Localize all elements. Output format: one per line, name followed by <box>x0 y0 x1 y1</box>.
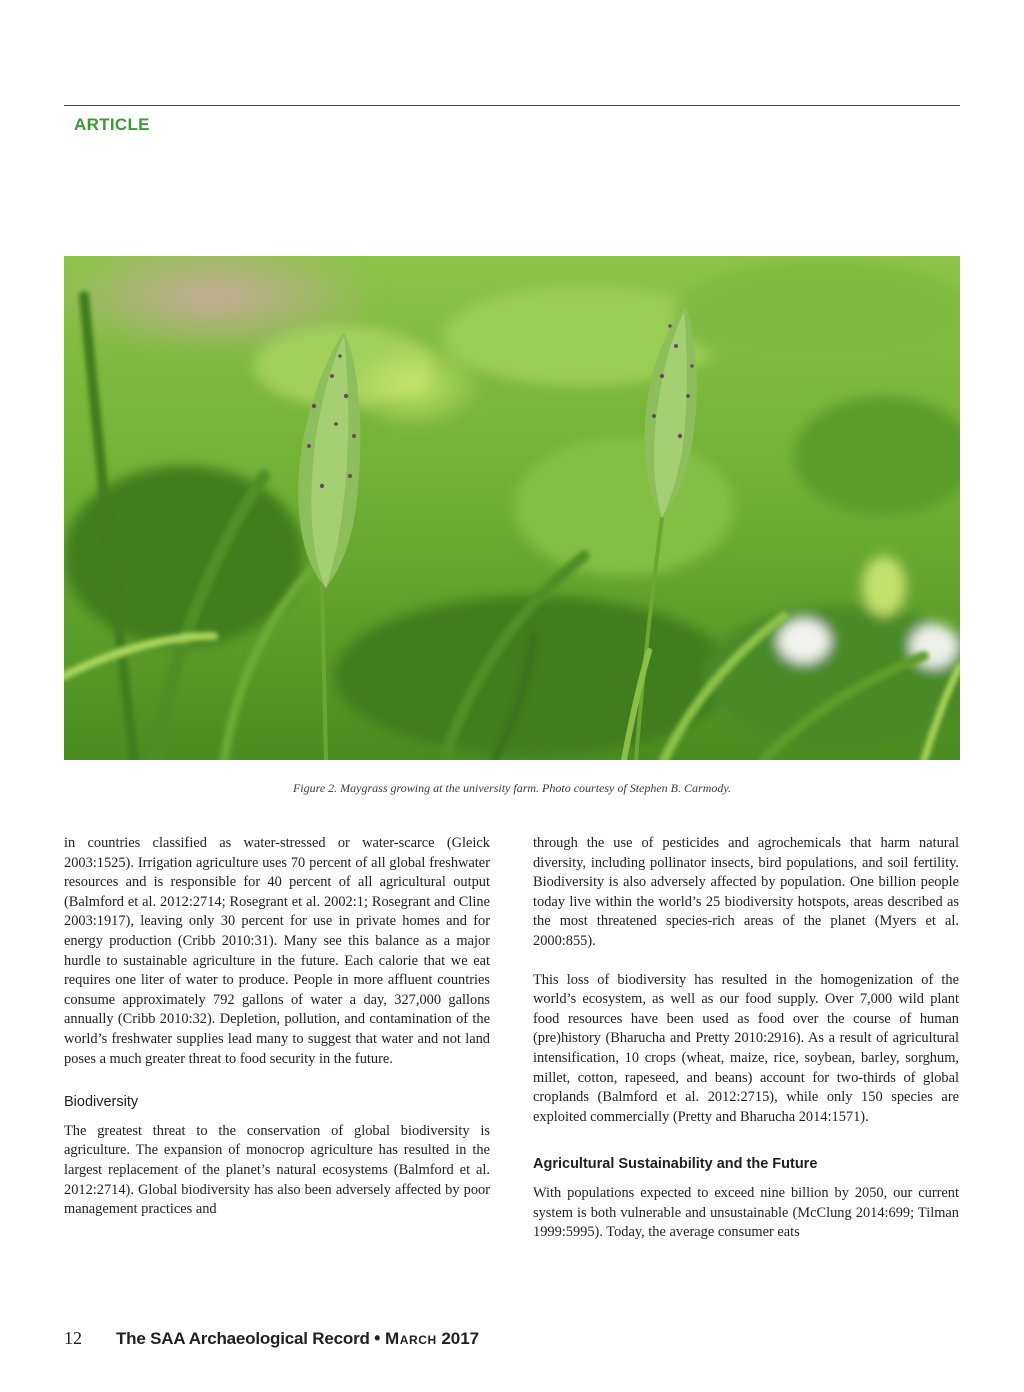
maygrass-photo-illustration <box>64 256 960 760</box>
figure-photo <box>64 256 960 760</box>
footer-separator: • <box>374 1328 381 1348</box>
publication-title: The SAA Archaeological Record <box>116 1329 370 1348</box>
sustainability-heading: Agricultural Sustainability and the Future <box>533 1156 818 1173</box>
biodiversity-heading: Biodiversity <box>64 1094 139 1111</box>
left-paragraph-2: The greatest threat to the conservation of global biodiversity is agriculture. The expansion of monocrop agriculture has resulted in the largest replacement of the planet’s natural ecosystems (Balmford et al. 2012:2714). Global biodiversity has also been adversely affected by poor management practices and <box>64 1122 490 1218</box>
figure-caption: Figure 2. Maygrass growing at the university farm. Photo courtesy of Stephen B. Carmody. <box>292 781 732 795</box>
issue-year: 2017 <box>441 1329 480 1348</box>
left-column <box>64 834 490 1220</box>
right-column <box>533 834 959 1243</box>
left-paragraph-1: in countries classified as water-stressed or water-scarce (Gleick 2003:1525). Irrigation agriculture uses 70 percent of all global freshwater resources and is responsible for 40 percent of all agricultural output (Balmford et al. 2012:2714; Rosegrant et al. 2002:1; Rosegrant and Cline 2003:1917), leaving only 30 percent for use in private homes and for energy production (Cribb 2010:31). Many see this balance as a major hurdle to sustainable agriculture in the future. Each calorie that we eat requires one liter of water to produce. People in more affluent countries consume approximately 792 gallons of water a day, 327,000 gallons annually (Cribb 2010:32). Depletion, pollution, and contamination of the world’s freshwater supplies lead many to suggest that water and not land poses a much greater threat to food security in the future. <box>64 835 490 1067</box>
section-label: ARTICLE <box>74 115 150 134</box>
page-number: 12 <box>64 1328 82 1348</box>
page-footer <box>64 1328 479 1349</box>
right-paragraph-2: This loss of biodiversity has resulted in the homogenization of the world’s ecosystem, as well as our food supply. Over 7,000 wild plant food resources have been used as food over the course of human (pre)history (Bharucha and Pretty 2010:2916). As a result of agricultural intensification, 10 crops (wheat, maize, rice, soybean, barley, sorghum, millet, cotton, rapeseed, and beans) account for two-thirds of global croplands (Balmford et al. 2012:2715), while only 150 species are exploited commercially (Pretty and Bharucha 2014:1571). <box>533 971 959 1125</box>
right-paragraph-3: With populations expected to exceed nine billion by 2050, our current system is both vulnerable and unsustainable (McClung 2014:699; Tilman 1999:5995). Today, the average consumer eats <box>533 1184 959 1241</box>
issue-month: March <box>384 1329 437 1348</box>
header-rule <box>64 105 960 106</box>
right-paragraph-1: through the use of pesticides and agrochemicals that harm natural diversity, including pollinator insects, bird populations, and soil fertility. Biodiversity is also adversely affected by population. One billion people today live within the world’s 25 biodiversity hotspots, areas described as the most threatened species-rich areas of the planet (Myers et al. 2000:855). <box>533 835 959 949</box>
